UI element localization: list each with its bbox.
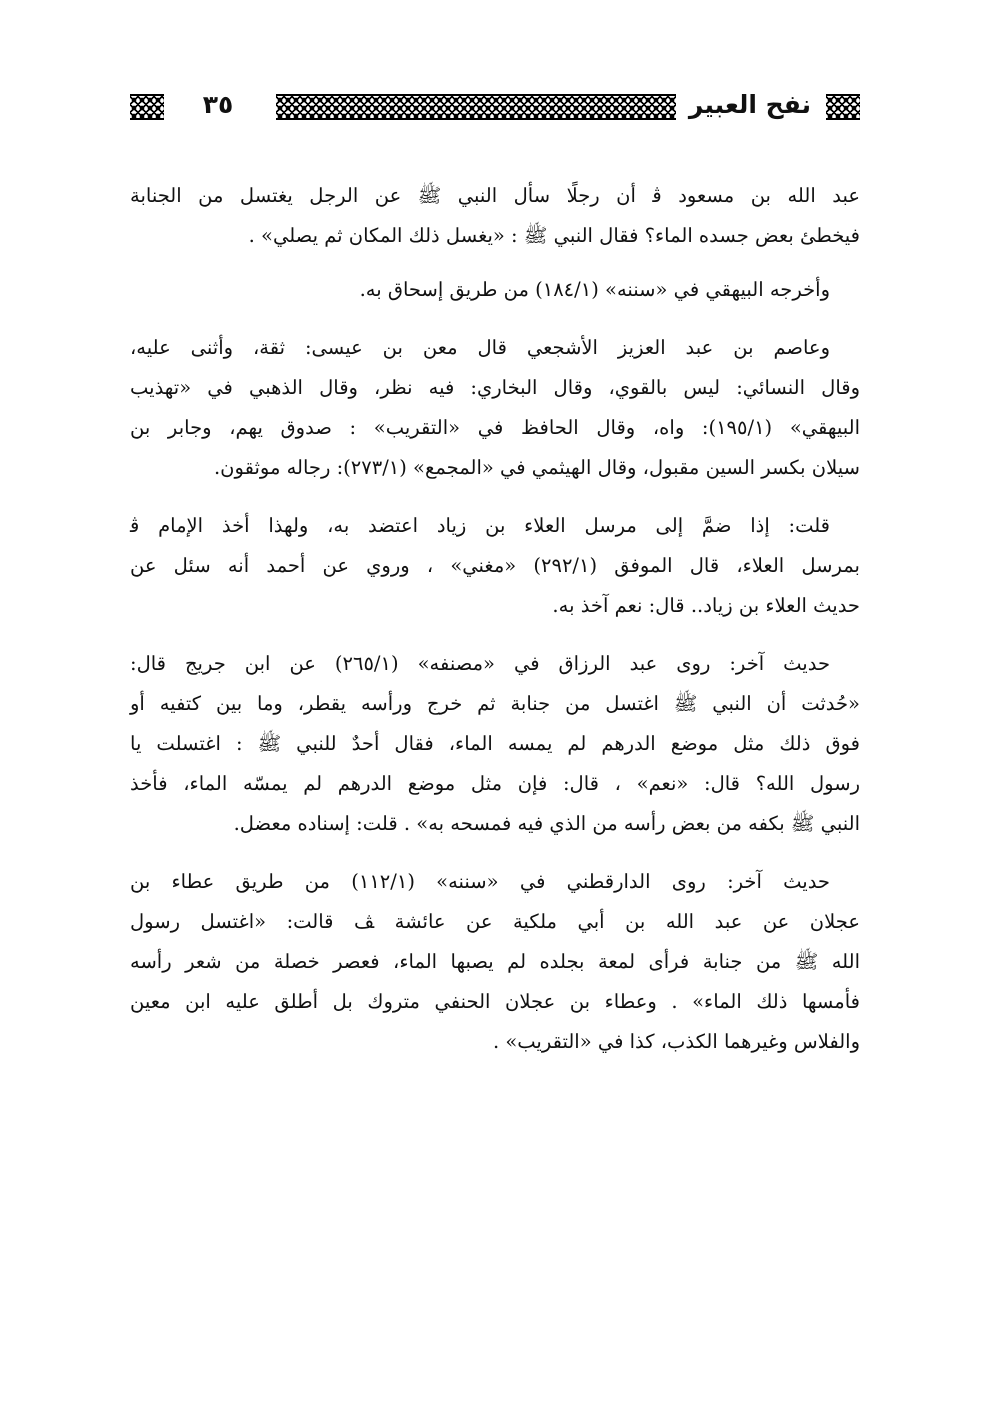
text-line: وقال النسائي: ليس بالقوي، وقال البخاري: فيه نظر، وقال الذهبي في «تهذيب [130, 376, 860, 399]
paragraph [130, 270, 860, 310]
page-number: ٣٥ [202, 90, 234, 119]
text-line: فوق ذلك مثل موضع الدرهم لم يمسه الماء، فقال أحدٌ للنبي ﷺ : اغتسلت يا [130, 732, 860, 755]
text-line: حديث العلاء بن زياد.. قال: نعم آخذ به. [552, 594, 860, 617]
text-line: فيخطئ بعض جسده الماء؟ فقال النبي ﷺ : «يغسل ذلك المكان ثم يصلي» . [248, 224, 860, 247]
text-line: «حُدثت أن النبي ﷺ اغتسل من جنابة ثم خرج ورأسه يقطر، وما بين كتفيه أو [130, 692, 860, 715]
paragraph [130, 506, 860, 626]
paragraph [130, 862, 860, 1062]
text-line: وعاصم بن عبد العزيز الأشجعي قال معن بن عيسى: ثقة، وأثنى عليه، [130, 336, 830, 359]
text-line: عجلان عن عبد الله بن أبي ملكية عن عائشة ﭫ قالت: «اغتسل رسول [130, 910, 860, 933]
text-line: بمرسل العلاء، قال الموفق (٢٩٢/١) «مغني» ، وروي عن أحمد أنه سئل عن [130, 554, 860, 577]
ornament-border [826, 94, 860, 120]
text-line: قلت: إذا ضمَّ إلى مرسل العلاء بن زياد اعتضد به، ولهذا أخذ الإمام ﭬ [130, 514, 830, 537]
text-line: حديث آخر: روى عبد الرزاق في «مصنفه» (٢٦٥/١) عن ابن جريج قال: [130, 652, 831, 675]
book-title: نفح العبير [688, 90, 812, 119]
page-header [130, 88, 860, 122]
text-line: البيهقي» (١٩٥/١): واه، وقال الحافظ في «التقريب» : صدوق يهم، وجابر بن [130, 416, 860, 439]
text-line: سيلان بكسر السين مقبول، وقال الهيثمي في «المجمع» (٢٧٣/١): رجاله موثقون. [213, 456, 860, 479]
paragraph [130, 176, 860, 256]
paragraph [130, 328, 860, 488]
text-line: النبي ﷺ بكفه من بعض رأسه من الذي فيه فمسحه به» . قلت: إسناده معضل. [233, 812, 860, 835]
text-line: والفلاس وغيرهما الكذب، كذا في «التقريب» . [492, 1030, 860, 1053]
text-line: فأمسها ذلك الماء» . وعطاء بن عجلان الحنفي متروك بل أطلق عليه ابن معين [130, 990, 860, 1013]
ornament-border [130, 94, 164, 120]
text-line: عبد الله بن مسعود ﭬ أن رجلًا سأل النبي ﷺ عن الرجل يغتسل من الجنابة [130, 184, 860, 207]
paragraph [130, 644, 860, 844]
text-line: رسول الله؟ قال: «نعم» ، قال: فإن مثل موضع الدرهم لم يمسّه الماء، فأخذ [130, 772, 860, 795]
page-body [130, 176, 860, 1062]
ornament-border [276, 94, 676, 120]
text-line: وأخرجه البيهقي في «سننه» (١٨٤/١) من طريق إسحاق به. [359, 278, 830, 301]
text-line: الله ﷺ من جنابة فرأى لمعة بجلده لم يصبها الماء، فعصر خصلة من شعر رأسه [130, 950, 860, 973]
text-line: حديث آخر: روى الدارقطني في «سننه» (١١٢/١) من طريق عطاء بن [130, 870, 830, 893]
